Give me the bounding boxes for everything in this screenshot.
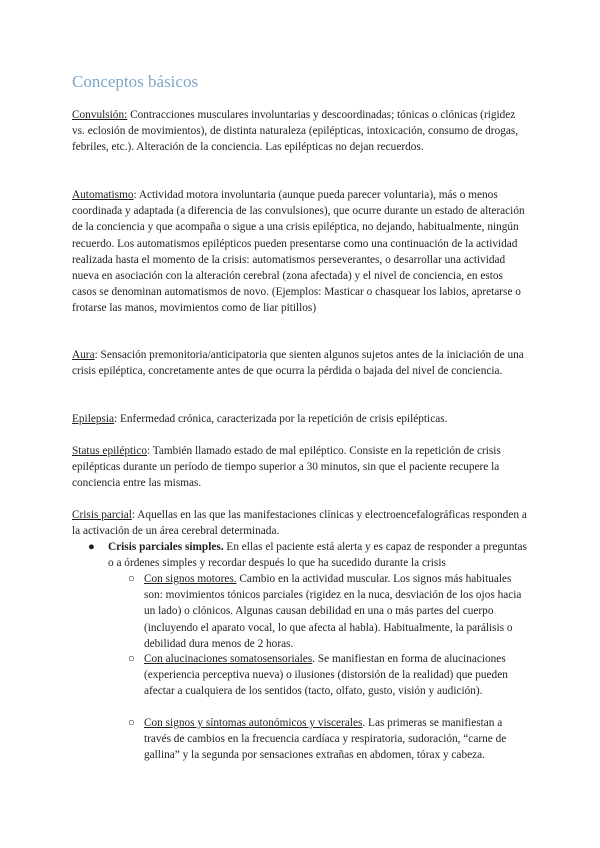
definition-text: : Enfermedad crónica, caracterizada por la repetición de crisis epilépticas. bbox=[114, 413, 448, 425]
subbullet-body: . Las primeras se manifiestan a través de cambios en la frecuencia cardíaca y respiratoria, sudoración, “carne de gallina” y la segunda por sensaciones extrañas en abdomen, tórax y cabeza. bbox=[144, 717, 507, 762]
definition-text: Contracciones musculares involuntarias y descoordinadas; tónicas o clónicas (rigidez vs. eclosión de movimientos), de distinta naturaleza (epilépticas, intoxicación, consumo de drogas, febriles, etc.). Alteración de la conciencia. Las epilépticas no dejan recuerdos. bbox=[72, 109, 519, 154]
definition-text: : También llamado estado de mal epiléptico. Consiste en la repetición de crisis epilépticas durante un período de tiempo superior a 30 minutos, sin que el paciente recupere la conciencia entre las mismas. bbox=[72, 445, 501, 490]
subbullet-term: Con signos y síntomas autonómicos y viscerales bbox=[144, 717, 363, 729]
definition-text: : Actividad motora involuntaria (aunque pueda parecer voluntaria), más o menos coordinada y adaptada (a diferencia de las convulsiones), que ocurre durante un estado de alteración de la conciencia y que acompaña o sigue a una crisis epiléptica, no dejando, habitualmente, ningún recuerdo. Los automatismos epilépticos pueden presentarse como una continuación de la actividad realizada hasta el momento de la crisis: automatismos perseverantes, o desarrollar una actividad nueva en asociación con la alteración cerebral (zona afectada) y el nivel de conciencia, en estos casos se denominan automatismos de novo. (Ejemplos: Masticar o chasquear los labios, apretarse o frotarse las manos, movimientos como de liar pitillos) bbox=[72, 189, 525, 315]
definition-status-epileptico bbox=[72, 443, 530, 492]
term-automatismo: Automatismo bbox=[72, 189, 134, 201]
term-crisis-parcial: Crisis parcial bbox=[72, 509, 132, 521]
subbullet-term: Con signos motores. bbox=[144, 573, 237, 585]
circle-bullet-icon: ○ bbox=[128, 573, 135, 585]
term-aura: Aura bbox=[72, 349, 95, 361]
subbullet-body: Cambio en la actividad muscular. Los signos más habituales son: movimientos tónicos parciales (rigidez en la nuca, desviación de los ojos hacia un lado) o clónicos. Algunas causan debilidad en una o más partes del cuerpo (incluyendo el aparato vocal, lo que afecta al habla). Habitualmente, la parálisis o debilidad dura menos de 2 horas. bbox=[144, 573, 522, 650]
definition-crisis-parcial bbox=[72, 507, 530, 539]
bullet-text bbox=[108, 539, 528, 571]
subbullet-text bbox=[144, 651, 528, 700]
subbullet-text bbox=[144, 715, 528, 764]
subbullet-term: Con alucinaciones somatosensoriales bbox=[144, 653, 313, 665]
definition-text: : Sensación premonitoria/anticipatoria que sienten algunos sujetos antes de la iniciación de una crisis epiléptica, concretamente antes de que ocurra la pérdida o bajada del nivel de conciencia. bbox=[72, 349, 524, 378]
definition-convulsion bbox=[72, 107, 530, 156]
definition-automatismo bbox=[72, 187, 530, 317]
subbullet-body: . Se manifiestan en forma de alucinaciones (experiencia perceptiva nueva) o ilusiones (distorsión de la realidad) que pueden afectar a cualquiera de los sentidos (tacto, olfato, gusto, visión y audición). bbox=[144, 653, 508, 698]
circle-bullet-icon: ○ bbox=[128, 717, 135, 729]
definition-aura bbox=[72, 347, 530, 379]
section-heading: Conceptos básicos bbox=[72, 72, 199, 91]
circle-bullet-icon: ○ bbox=[128, 653, 135, 665]
definition-text: : Aquellas en las que las manifestaciones clínicas y electroencefalográficas responden a la activación de un área cerebral determinada. bbox=[72, 509, 527, 538]
term-status-epileptico: Status epiléptico bbox=[72, 445, 147, 457]
bullet-bold-term: Crisis parciales simples. bbox=[108, 541, 224, 553]
bullet-body: En ellas el paciente está alerta y es capaz de responder a preguntas o a órdenes simples y recordar después lo que ha sucedido durante la crisis bbox=[108, 541, 527, 570]
subbullet-text bbox=[144, 571, 528, 652]
term-epilepsia: Epilepsia bbox=[72, 413, 115, 425]
term-convulsion: Convulsión: bbox=[72, 109, 128, 121]
definition-epilepsia bbox=[72, 411, 530, 427]
bullet-dot-icon: ● bbox=[88, 541, 95, 553]
